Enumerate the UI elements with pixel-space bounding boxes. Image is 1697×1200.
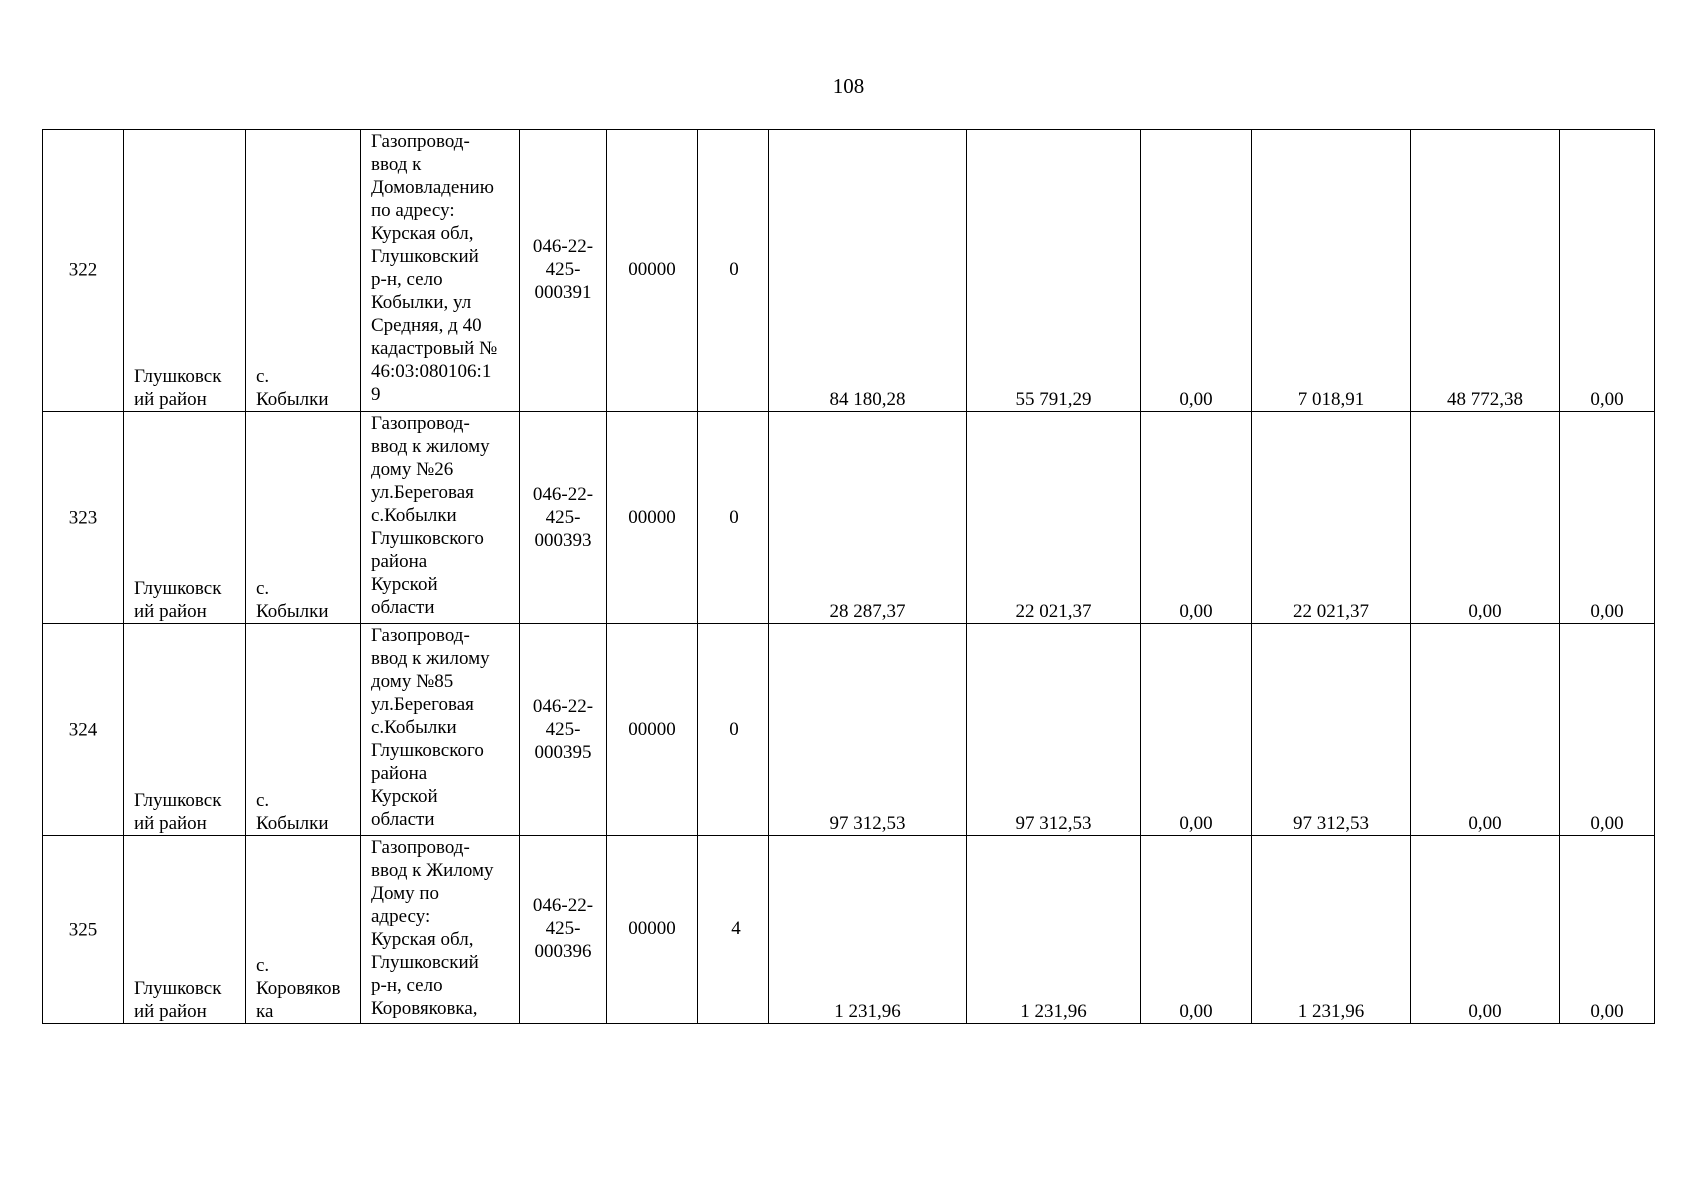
count-cell	[698, 412, 769, 624]
count-value: 0	[729, 259, 739, 280]
district: Глушковск ий район	[134, 790, 222, 834]
table-row	[43, 412, 1655, 624]
value-1: 1 231,96	[834, 1001, 901, 1022]
value-cell	[769, 412, 967, 624]
value-6: 0,00	[1590, 601, 1624, 622]
description-cell	[361, 624, 520, 836]
code-cell	[607, 624, 698, 836]
value-3: 0,00	[1179, 601, 1213, 622]
description-cell	[361, 130, 520, 412]
description-cell	[361, 412, 520, 624]
settlement-cell	[246, 130, 361, 412]
settlement: с. Кобылки	[256, 578, 329, 622]
settlement-cell	[246, 624, 361, 836]
object-description: Газопровод- ввод к жилому дому №26 ул.Береговая с.Кобылки Глушковского района Курской области	[371, 413, 490, 618]
value-5: 0,00	[1468, 1001, 1502, 1022]
code-value: 00000	[628, 918, 676, 939]
row-number-cell	[43, 624, 124, 836]
row-number: 325	[68, 919, 98, 941]
district-cell	[124, 624, 246, 836]
value-6: 0,00	[1590, 389, 1624, 410]
count-value: 4	[731, 918, 741, 939]
count-cell	[698, 130, 769, 412]
value-4: 22 021,37	[1293, 601, 1369, 622]
code-value: 00000	[628, 259, 676, 280]
value-cell	[1411, 624, 1560, 836]
value-cell	[1411, 412, 1560, 624]
count-value: 0	[729, 507, 739, 528]
value-cell	[769, 624, 967, 836]
value-1: 28 287,37	[829, 601, 906, 622]
inventory-number: 046-22- 425- 000393	[532, 484, 594, 551]
count-cell	[698, 624, 769, 836]
district-cell	[124, 836, 246, 1024]
value-cell	[1560, 624, 1655, 836]
value-cell	[1252, 130, 1411, 412]
value-4: 1 231,96	[1297, 1001, 1365, 1022]
object-description: Газопровод- ввод к жилому дому №85 ул.Береговая с.Кобылки Глушковского района Курской области	[371, 625, 490, 830]
value-4: 97 312,53	[1293, 813, 1369, 834]
inventory-number-cell	[520, 836, 607, 1024]
code-cell	[607, 412, 698, 624]
code-value: 00000	[628, 719, 676, 740]
value-cell	[967, 130, 1141, 412]
value-4: 7 018,91	[1297, 389, 1365, 410]
district: Глушковск ий район	[134, 578, 222, 622]
settlement: с. Кобылки	[256, 790, 329, 834]
value-cell	[1560, 130, 1655, 412]
value-2: 55 791,29	[1015, 389, 1092, 410]
value-cell	[967, 836, 1141, 1024]
description-cell	[361, 836, 520, 1024]
inventory-number-cell	[520, 412, 607, 624]
count-value: 0	[729, 719, 739, 740]
inventory-number: 046-22- 425- 000396	[532, 895, 594, 962]
settlement: с. Кобылки	[256, 366, 329, 410]
row-number: 324	[68, 719, 98, 741]
row-number-cell	[43, 412, 124, 624]
registry-table	[42, 129, 1655, 1024]
inventory-number-cell	[520, 130, 607, 412]
value-cell	[769, 130, 967, 412]
district-cell	[124, 130, 246, 412]
value-cell	[967, 624, 1141, 836]
value-cell	[967, 412, 1141, 624]
value-2: 22 021,37	[1015, 601, 1092, 622]
code-value: 00000	[628, 507, 676, 528]
value-6: 0,00	[1590, 813, 1624, 834]
district: Глушковск ий район	[134, 978, 222, 1022]
value-5: 48 772,38	[1447, 389, 1523, 410]
value-cell	[1411, 130, 1560, 412]
value-cell	[1252, 624, 1411, 836]
code-cell	[607, 130, 698, 412]
table-row	[43, 624, 1655, 836]
settlement: с. Коровяков ка	[256, 955, 341, 1022]
row-number: 323	[68, 507, 98, 529]
page-number: 108	[832, 74, 865, 98]
table-row	[43, 130, 1655, 412]
inventory-number: 046-22- 425- 000391	[532, 236, 594, 303]
value-cell	[1560, 412, 1655, 624]
district-cell	[124, 412, 246, 624]
value-cell	[1141, 836, 1252, 1024]
value-cell	[1141, 624, 1252, 836]
object-description: Газопровод- ввод к Жилому Дому по адресу: Курская обл, Глушковский р-н, село Коровяковка,	[371, 837, 494, 1019]
value-1: 97 312,53	[829, 813, 906, 834]
code-cell	[607, 836, 698, 1024]
value-3: 0,00	[1179, 389, 1213, 410]
value-5: 0,00	[1468, 813, 1502, 834]
value-cell	[1141, 130, 1252, 412]
table-row	[43, 836, 1655, 1024]
value-1: 84 180,28	[829, 389, 906, 410]
object-description: Газопровод- ввод к Домовладению по адресу: Курская обл, Глушковский р-н, село Кобылки, ул Средняя, д 40 кадастровый № 46:03:080106:1 9	[371, 131, 498, 405]
inventory-number: 046-22- 425- 000395	[532, 696, 594, 763]
value-2: 97 312,53	[1015, 813, 1092, 834]
value-3: 0,00	[1179, 813, 1213, 834]
value-6: 0,00	[1590, 1001, 1624, 1022]
settlement-cell	[246, 412, 361, 624]
row-number-cell	[43, 130, 124, 412]
district: Глушковск ий район	[134, 366, 222, 410]
value-cell	[1252, 836, 1411, 1024]
settlement-cell	[246, 836, 361, 1024]
count-cell	[698, 836, 769, 1024]
row-number: 322	[68, 259, 98, 281]
value-3: 0,00	[1179, 1001, 1213, 1022]
value-cell	[1252, 412, 1411, 624]
value-cell	[1411, 836, 1560, 1024]
value-5: 0,00	[1468, 601, 1502, 622]
value-2: 1 231,96	[1020, 1001, 1087, 1022]
row-number-cell	[43, 836, 124, 1024]
value-cell	[1560, 836, 1655, 1024]
inventory-number-cell	[520, 624, 607, 836]
value-cell	[1141, 412, 1252, 624]
value-cell	[769, 836, 967, 1024]
